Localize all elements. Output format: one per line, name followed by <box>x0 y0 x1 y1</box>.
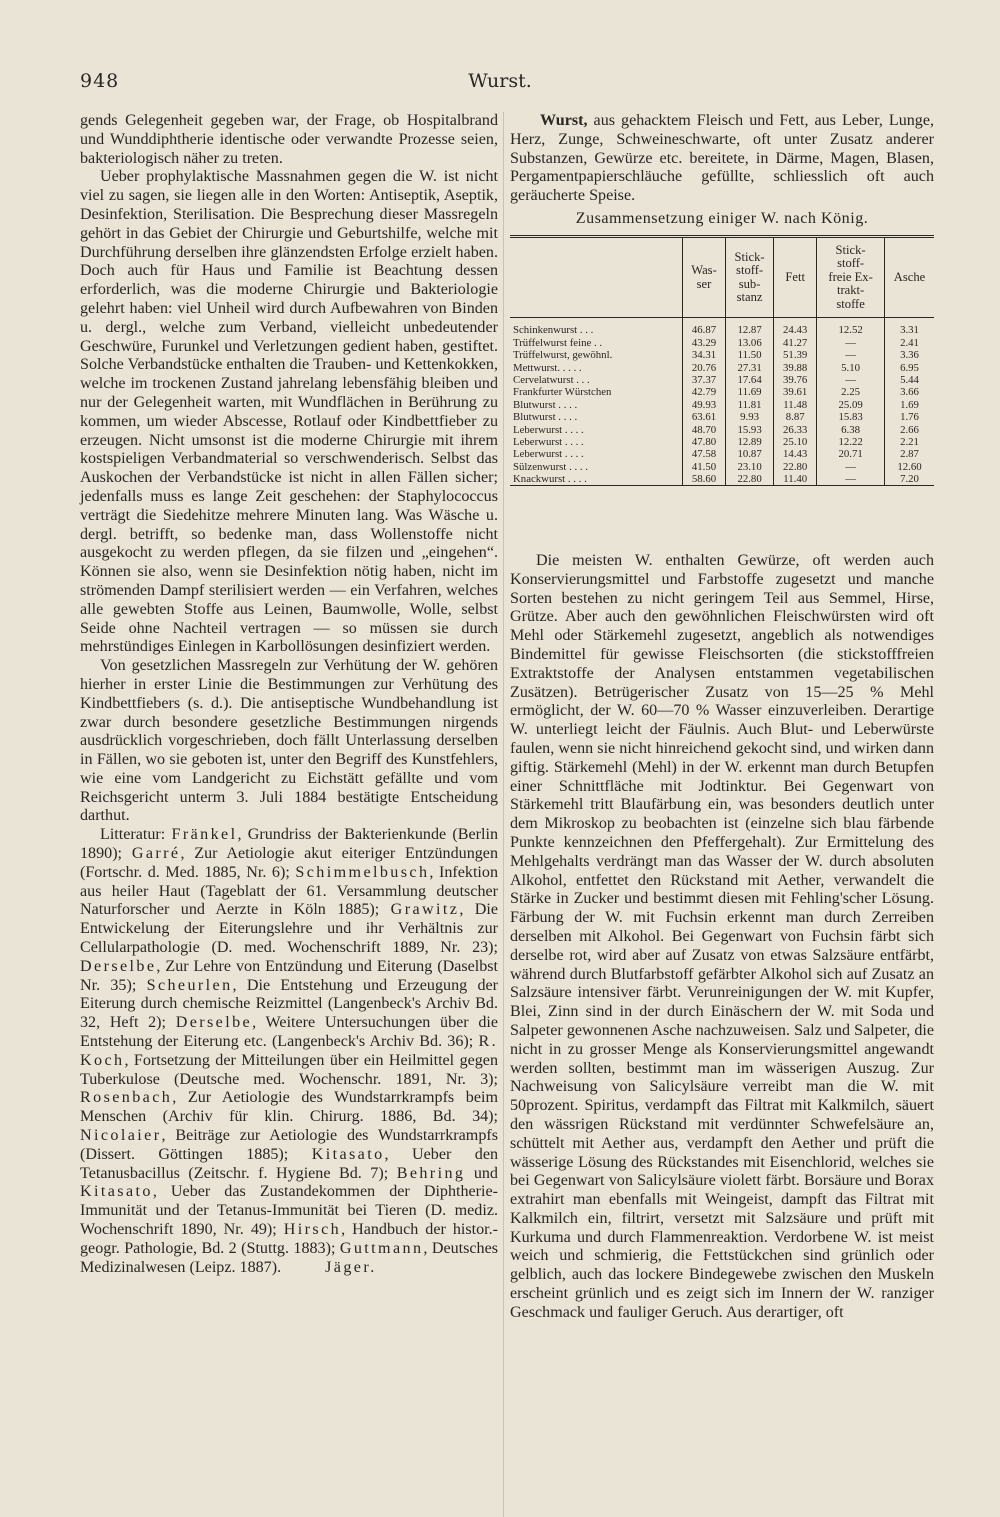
article-body: Die meisten W. enthalten Gewürze, oft werden auch Konservierungsmittel und Farbstoffe zugesetzt und manche Sorten bestehen zu nicht geringem Teil aus Semmel, Hirse, Grütze. Aber auch den gewöhnlichen Fleischwürsten wird oft Mehl oder Stärkemehl zugesetzt, angeblich als notwendiges Bindemittel für gewisse Fleischsorten (die stickstofffreien Extraktstoffe der Analysen entstammen vegetabilischen Zusätzen). Betrügerischer Zusatz von 15—25 % Mehl ermöglicht, der W. 60—70 % Wasser einzuverleiben. Derartige W. unterliegt leicht der Fäulnis. Auch Blut- und Leberwürste faulen, wenn sie nicht hinreichend gekocht sind, und wirken dann giftig. Stärkemehl (Mehl) in der W. erkennt man durch Betupfen einer Schnittfläche mit Jodtinktur. Bei Gegenwart von Stärkemehl tritt Blaufärbung ein, was besonders deutlich unter dem Mikroskop zu beobachten ist (einzelne sich blau färbende Punkte kennzeichnen den Pfeffergehalt). Zur Ermittelung des Mehlgehalts verdrängt man das Wasser der W. durch absoluten Alkohol, entfettet den Rückstand mit Aether, verwandelt die Stärke in Zucker und bestimmt diesen mit Fehling'scher Lösung. Färbung der W. mit Fuchsin erkennt man durch Zerreiben derselben mit Alkohol. Bei Gegenwart von Fuchsin färbt sich derselbe rot, wird aber auf Zusatz von etwas Salzsäure entfärbt, während durch Blutfarbstoff gefärbter Alkohol sich auf Zusatz an Salzsäure intensiver färbt. Verunreinigungen der W. mit Kupfer, Blei, Zinn sind in der durch Einäschern der W. mit Soda und Salpeter gewonnenen Asche nachzuweisen. Salz und Salpeter, die nicht in zu grosser Menge als Konservierungsmittel angewandt werden sollten, bestimmt man im wässerigen Auszug. Zur Nachweisung von Salicylsäure verreibt man die W. mit 50prozent. Spiritus, verdampft das Filtrat mit Kalkmilch, säuert den wässrigen Rückstand mit verdünnter Schwefelsäure an, schüttelt mit Aether aus, verdampft den Aether und prüft die wässerige Lösung des Rückstandes mit Eisenchlorid, welches sie bei Gegenwart von Salicylsäure violett färbt. Borsäure und Borax extrahirt man ebenfalls mit Weingeist, dampft das Filtrat mit Kalkmilch ein, filtrirt, versetzt mit Salzsäure und prüft mit Kurkuma und durch Flammenreaktion. Verdorbene W. ist meist weich und schmierig, die Fettstückchen sind grünlich oder gelblich, auch das lockere Bindegewebe zwischen den Muskeln erscheint grünlich und es zeigt sich im Innern der W. ranziger Geschmack und fauliger Geruch. Aus derartiger, oft <box>510 552 934 1321</box>
table-cell: 22.80 <box>774 461 817 473</box>
table-cell: 42.79 <box>683 386 726 398</box>
column-divider <box>503 112 504 1517</box>
table-cell: 2.66 <box>885 423 934 435</box>
literature-author: Guttmann <box>339 1239 424 1257</box>
table-body <box>510 318 934 486</box>
table-cell: Mettwurst. . . . . <box>513 361 582 374</box>
table-row <box>510 423 934 435</box>
table-header-cell: Was- ser <box>683 236 726 318</box>
table-header-cell: Stick- stoff- freie Ex- trakt- stoffe <box>817 236 885 318</box>
table-header-cell: Fett <box>774 236 817 318</box>
literature-author: Schimmelbusch <box>295 863 430 881</box>
table-row <box>510 461 934 473</box>
literature-label: Litteratur: <box>100 826 166 844</box>
table-cell: — <box>817 473 885 486</box>
table-header-cell: Asche <box>885 236 934 318</box>
table-cell: 5.44 <box>885 374 934 386</box>
table-cell: 63.61 <box>683 411 726 423</box>
table-cell: — <box>817 461 885 473</box>
table-cell: 51.39 <box>774 349 817 361</box>
table-cell: 12.60 <box>885 461 934 473</box>
literature-author: Grawitz <box>390 901 460 919</box>
table-cell: 11.50 <box>725 349 773 361</box>
table-cell: Schinkenwurst . . . <box>513 324 594 337</box>
table-cell: 39.61 <box>774 386 817 398</box>
table-cell: 46.87 <box>683 318 726 337</box>
literature-paragraph <box>80 826 498 1277</box>
table-cell: 6.95 <box>885 361 934 373</box>
table-row <box>510 374 934 386</box>
table-row <box>510 386 934 398</box>
article-headword: Wurst, <box>540 112 588 129</box>
article-intro <box>510 112 934 206</box>
table-cell: 2.25 <box>817 386 885 398</box>
literature-author: Scheurlen <box>146 976 233 994</box>
literature-entry: , Weitere Untersuchungen über die Entstehung der Eiterung etc. (Langenbeck's Archiv Bd. 36); <box>80 1014 498 1051</box>
paragraph: Von gesetzlichen Massregeln zur Verhütung der W. gehören hierher in erster Linie die Bestimmungen zur Verhütung des Kindbettfiebers (s. d.). Die antiseptische Wundbehandlung ist zwar durch besondere gesetzliche Bestimmungen nirgends ausdrücklich vorgeschrieben, doch fällt Unterlassung derselben in Fällen, wo sie geboten ist, unter den Begriff des Kunstfehlers, wie eine vom Landgericht zu Eichstätt gefällte und vom Reichsgericht unterm 3. Juli 1884 bestätigte Entscheidung darthut. <box>80 657 498 825</box>
table-cell: 12.87 <box>725 318 773 337</box>
literature-entry: und <box>465 1164 498 1182</box>
table-row <box>510 318 934 337</box>
table-cell: 47.58 <box>683 448 726 460</box>
table-cell: 49.93 <box>683 399 726 411</box>
paragraph: gends Gelegenheit gegeben war, der Frage, ob Hospitalbrand und Wunddiphtherie identische oder verwandte Prozesse seien, bakteriologisch näher zu treten. <box>80 112 498 167</box>
table-cell: 48.70 <box>683 423 726 435</box>
literature-author: Behring <box>396 1164 466 1182</box>
literature-author: Derselbe <box>175 1014 253 1032</box>
table-cell: 5.10 <box>817 361 885 373</box>
table-cell: 3.66 <box>885 386 934 398</box>
table-cell: 9.93 <box>725 411 773 423</box>
table-cell: 34.31 <box>683 349 726 361</box>
table-cell: 22.80 <box>725 473 773 486</box>
table-cell: 13.06 <box>725 337 773 349</box>
literature-entry: , Infektion aus heiler Haut (Tageblatt der 61. Versammlung deutscher Naturforscher und Aerzte in Köln 1885); <box>80 863 498 919</box>
table-cell: 11.81 <box>725 399 773 411</box>
table-cell: Knackwurst . . . . <box>513 473 587 486</box>
literature-entry: , Zur Lehre von Entzündung und Eiterung (Daselbst Nr. 35); <box>80 957 498 994</box>
table-cell: Blutwurst . . . . <box>513 411 578 424</box>
table-cell: Sülzenwurst . . . . <box>513 460 588 473</box>
literature-author: Nicolaier <box>80 1127 162 1145</box>
table-cell: 24.43 <box>774 318 817 337</box>
table-cell: 41.50 <box>683 461 726 473</box>
table-cell: 6.38 <box>817 423 885 435</box>
table-row <box>510 473 934 486</box>
right-column-bottom <box>510 552 934 1323</box>
author-signature: Jäger. <box>325 1258 377 1276</box>
running-title: Wurst. <box>468 70 532 92</box>
literature-author: Derselbe <box>80 957 157 975</box>
table-row <box>510 399 934 411</box>
table-cell: 14.43 <box>774 448 817 460</box>
table-cell: 11.69 <box>725 386 773 398</box>
table-row <box>510 349 934 361</box>
table-cell: — <box>817 337 885 349</box>
literature-author: Kitasato <box>311 1145 385 1163</box>
literature-author: Hirsch <box>283 1221 342 1239</box>
table-cell: Cervelatwurst . . . <box>513 374 590 387</box>
literature-entry: , Die Entstehung und Erzeugung der Eiterung durch chemische Reizmittel (Langenbeck's Archiv Bd. 32, Heft 2); <box>80 976 498 1032</box>
table-cell: — <box>817 374 885 386</box>
table-cell: 27.31 <box>725 361 773 373</box>
table-caption: Zusammensetzung einiger W. nach König. <box>575 209 869 227</box>
literature-entry: , Zur Aetiologie akut eiteriger Entzündungen (Fortschr. d. Med. 1885, Nr. 6); <box>80 845 498 881</box>
table-cell: 25.09 <box>817 399 885 411</box>
table-cell: 43.29 <box>683 337 726 349</box>
table-cell: 12.22 <box>817 436 885 448</box>
table-cell: 37.37 <box>683 374 726 386</box>
table-cell: 3.31 <box>885 318 934 337</box>
table-cell: Trüffelwurst, gewöhnl. <box>513 349 613 362</box>
literature-entry: , Ueber das Zustandekommen der Diphtherie-Immunität und der Tetanus-Immunität bei Tieren (D. mediz. Wochenschrift 1890, Nr. 49); <box>80 1183 498 1239</box>
literature-entry: , Grundriss der Bakterienkunde (Berlin 1890); <box>80 826 498 863</box>
literature-author: Kitasato <box>80 1183 153 1201</box>
table-cell: 2.87 <box>885 448 934 460</box>
literature-entry: , Die Entwickelung der Eiterungslehre und ihr Verhältnis zur Cellularpathologie (D. med. Wochenschrift 1889, Nr. 23); <box>80 901 498 957</box>
literature-author: Garré <box>131 845 181 863</box>
table-cell: 12.89 <box>725 436 773 448</box>
table-cell: 15.93 <box>725 423 773 435</box>
table-cell: 20.76 <box>683 361 726 373</box>
literature-author: Fränkel <box>171 826 238 844</box>
table-cell: 39.76 <box>774 374 817 386</box>
paragraph: Ueber prophylaktische Massnahmen gegen die W. ist nicht viel zu sagen, sie liegen alle in den Worten: Antiseptik, Aseptik, Desinfektion, Sterilisation. Die Besprechung dieser Massregeln gehört in das Gebiet der Chirurgie und Geburtshilfe, welche mit Durchführung derselben ihre glänzendsten Erfolge erzielt haben. Doch auch für Haus und Familie ist Beachtung dessen erforderlich, was die moderne Chirurgie und Bakteriologie gelehrt haben: viel Unheil wird durch Aufbewahren von Binden u. dergl., welche zum Verband, vielleicht unbedeutender Geschwüre, Furunkel und Verletzungen gedient haben, gestiftet. Solche Verbandstücke enthalten die Trauben- und Kettenkokken, welche im trockenen Zustand jahrelang lebensfähig bleiben und nur der Gelegenheit warten, mit Wundflächen in Berührung zu kommen, um wieder Abscesse, Rotlauf oder Kindbettfieber zu erzeugen. Nicht umsonst ist die moderne Chirurgie mit ihrem kostspieligen Verbandmaterial so verschwenderisch. Selbst das Auskochen der Verbandstücke ist nicht in allen Fällen sicher; jedenfalls muss es lange Zeit geschehen: der Staphylococcus verträgt die Siedehitze mehrere Minuten lang. Was Wäsche u. dergl. betrifft, so bedenke man, dass Wollenstoffe nicht ausgekocht zu werden pflegen, da sie filzen und „eingehen“. Können sie also, wenn sie Desinfektion nötig haben, nicht im strömenden Dampf sterilisiert werden — ein Verfahren, welches alle gewebten Stoffe aus Leinen, Baumwolle, Wolle, selbst Seide ohne Nachteil vertragen — so müssen sie durch mehrstündiges Einlegen in Karbollösungen desinfiziert werden. <box>80 168 498 656</box>
literature-entry: , Handbuch der histor.-geogr. Pathologie, Bd. 2 (Stuttg. 1883); <box>80 1221 498 1257</box>
table-header-row <box>510 236 934 318</box>
table-row <box>510 337 934 349</box>
table-cell: 11.48 <box>774 399 817 411</box>
table-cell: Leberwurst . . . . <box>513 423 584 436</box>
table-cell: 41.27 <box>774 337 817 349</box>
table-cell: 2.41 <box>885 337 934 349</box>
literature-author: R. Koch <box>80 1033 498 1069</box>
table-cell: 15.83 <box>817 411 885 423</box>
table-cell: 12.52 <box>817 318 885 337</box>
table-header-cell <box>510 236 683 318</box>
table-cell: 11.40 <box>774 473 817 486</box>
literature-entry: , Fortsetzung der Mitteilungen über ein Heilmittel gegen Tuberkulose (Deutsche med. Wochenschr. 1891, Nr. 3); <box>80 1051 498 1088</box>
table-row <box>510 411 934 423</box>
literature-entry: , Zur Aetiologie des Wundstarrkrampfs beim Menschen (Archiv für klin. Chirurg. 1886, Bd. 34); <box>80 1089 498 1126</box>
table-cell: 2.21 <box>885 436 934 448</box>
table-cell: 26.33 <box>774 423 817 435</box>
table-cell: 1.69 <box>885 399 934 411</box>
table-row <box>510 436 934 448</box>
literature-author: Rosenbach <box>80 1089 173 1107</box>
table-cell: Blutwurst . . . . <box>513 398 578 411</box>
table-cell: 3.36 <box>885 349 934 361</box>
table-cell: 47.80 <box>683 436 726 448</box>
page-number: 948 <box>80 70 120 92</box>
table-cell: 1.76 <box>885 411 934 423</box>
right-column-top <box>510 112 934 486</box>
table-cell: 20.71 <box>817 448 885 460</box>
table-cell: 25.10 <box>774 436 817 448</box>
table-cell: 23.10 <box>725 461 773 473</box>
article-definition: aus gehacktem Fleisch und Fett, aus Leber, Lunge, Herz, Zunge, Schweineschwarte, oft unter Zusatz anderer Substanzen, Gewürze etc. bereitete, in Därme, Magen, Blasen, Pergamentpapierschläuche gefüllte, schliesslich oft auch geräucherte Speise. <box>510 112 934 205</box>
literature-entry: , Beiträge zur Aetiologie des Wundstarrkrampfs (Dissert. Göttingen 1885); <box>80 1127 498 1163</box>
table-row <box>510 361 934 373</box>
literature-entry: , Ueber den Tetanusbacillus (Zeitschr. f. Hygiene Bd. 7); <box>80 1145 499 1182</box>
table-cell: 58.60 <box>683 473 726 486</box>
table-cell: Frankfurter Würstchen <box>513 386 612 399</box>
table-cell: 7.20 <box>885 473 934 486</box>
composition-table <box>510 235 934 487</box>
table-cell: — <box>817 349 885 361</box>
table-row <box>510 448 934 460</box>
left-column <box>80 112 498 1277</box>
literature-list <box>80 826 498 1275</box>
literature-entry: , Deutsches Medizinalwesen (Leipz. 1887). <box>80 1239 498 1276</box>
table-cell: Leberwurst . . . . <box>513 435 584 448</box>
table-cell: 39.88 <box>774 361 817 373</box>
table-cell: 10.87 <box>725 448 773 460</box>
table-cell: 8.87 <box>774 411 817 423</box>
table-header-cell: Stick- stoff- sub- stanz <box>725 236 773 318</box>
table-cell: Trüffelwurst feine . . <box>513 336 603 349</box>
table-cell: Leberwurst . . . . <box>513 448 584 461</box>
table-cell: 17.64 <box>725 374 773 386</box>
